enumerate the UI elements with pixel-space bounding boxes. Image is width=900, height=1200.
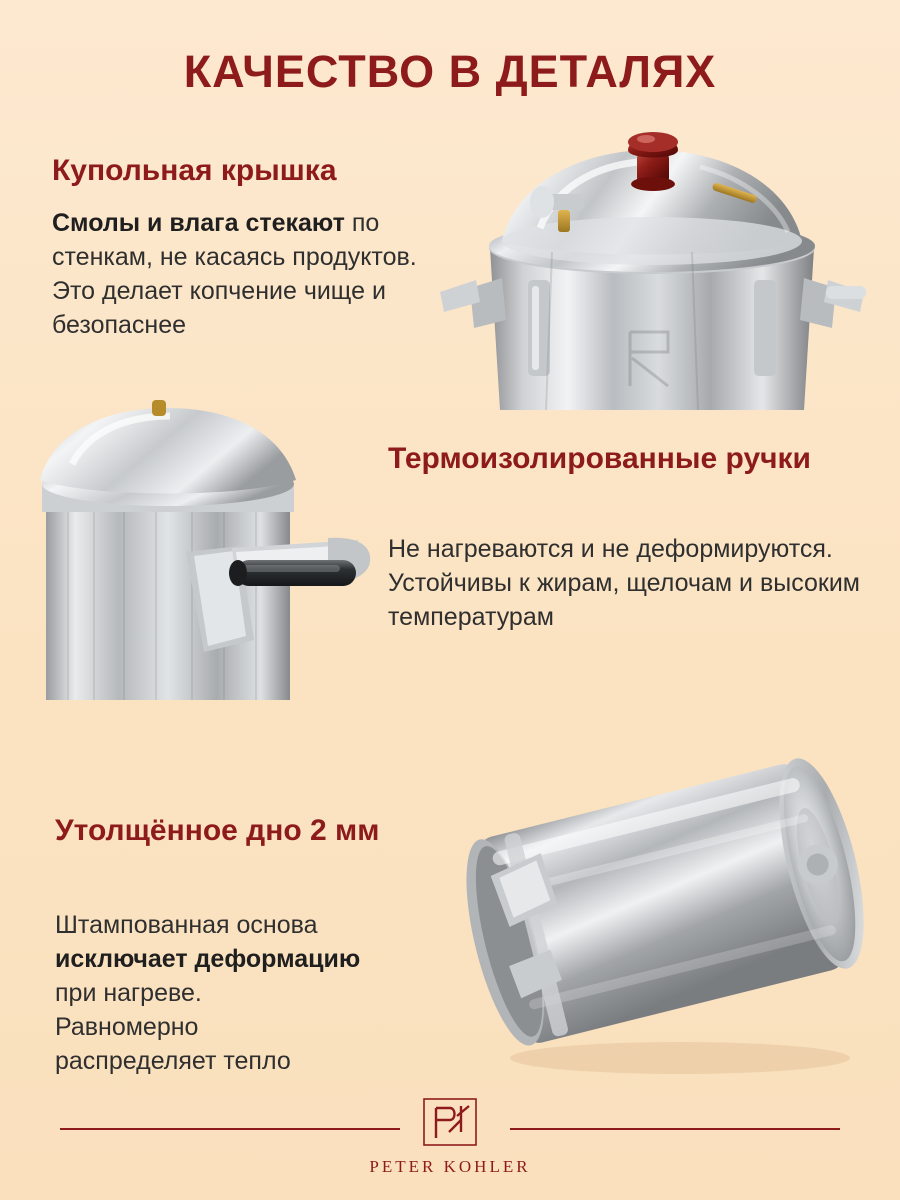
smoker-handle-illustration (28, 400, 388, 700)
section-1-heading: Купольная крышка (52, 154, 337, 187)
smoker-handle-photo (28, 400, 388, 700)
page-title: КАЧЕСТВО В ДЕТАЛЯХ (183, 46, 717, 97)
section-2-body: Не нагреваются и не деформируются. Устойчивы к жирам, щелочам и высоким температурам (388, 535, 860, 631)
smoker-lid-photo (432, 120, 872, 410)
section-3-heading: Утолщённое дно 2 мм (55, 814, 380, 847)
brand-name: PETER KOHLER (369, 1157, 531, 1176)
brand-logo (0, 1098, 900, 1177)
section-1-body-rest: по стенкам, не касаясь продуктов. Это делает копчение чище и безопаснее (52, 209, 417, 339)
section-1-body-bold: Смолы и влага стекают (52, 209, 345, 237)
section-2-heading: Термоизолированные ручки (388, 442, 812, 475)
section-1-body (52, 206, 452, 342)
peter-kohler-monogram-icon (423, 1098, 477, 1146)
smoker-bottom-photo (440, 740, 880, 1080)
section-3-body-line-3: при нагреве. (55, 979, 202, 1007)
section-3-body-line-1: Штампованная основа (55, 911, 318, 939)
smoker-lid-illustration (432, 120, 872, 410)
section-3-body-line-4: Равномерно (55, 1013, 199, 1041)
smoker-bottom-illustration (440, 740, 880, 1080)
section-3-body-bold: исключает деформацию (55, 945, 361, 973)
section-3-body-line-5: распределяет тепло (55, 1047, 291, 1075)
section-3-body (55, 908, 475, 1078)
